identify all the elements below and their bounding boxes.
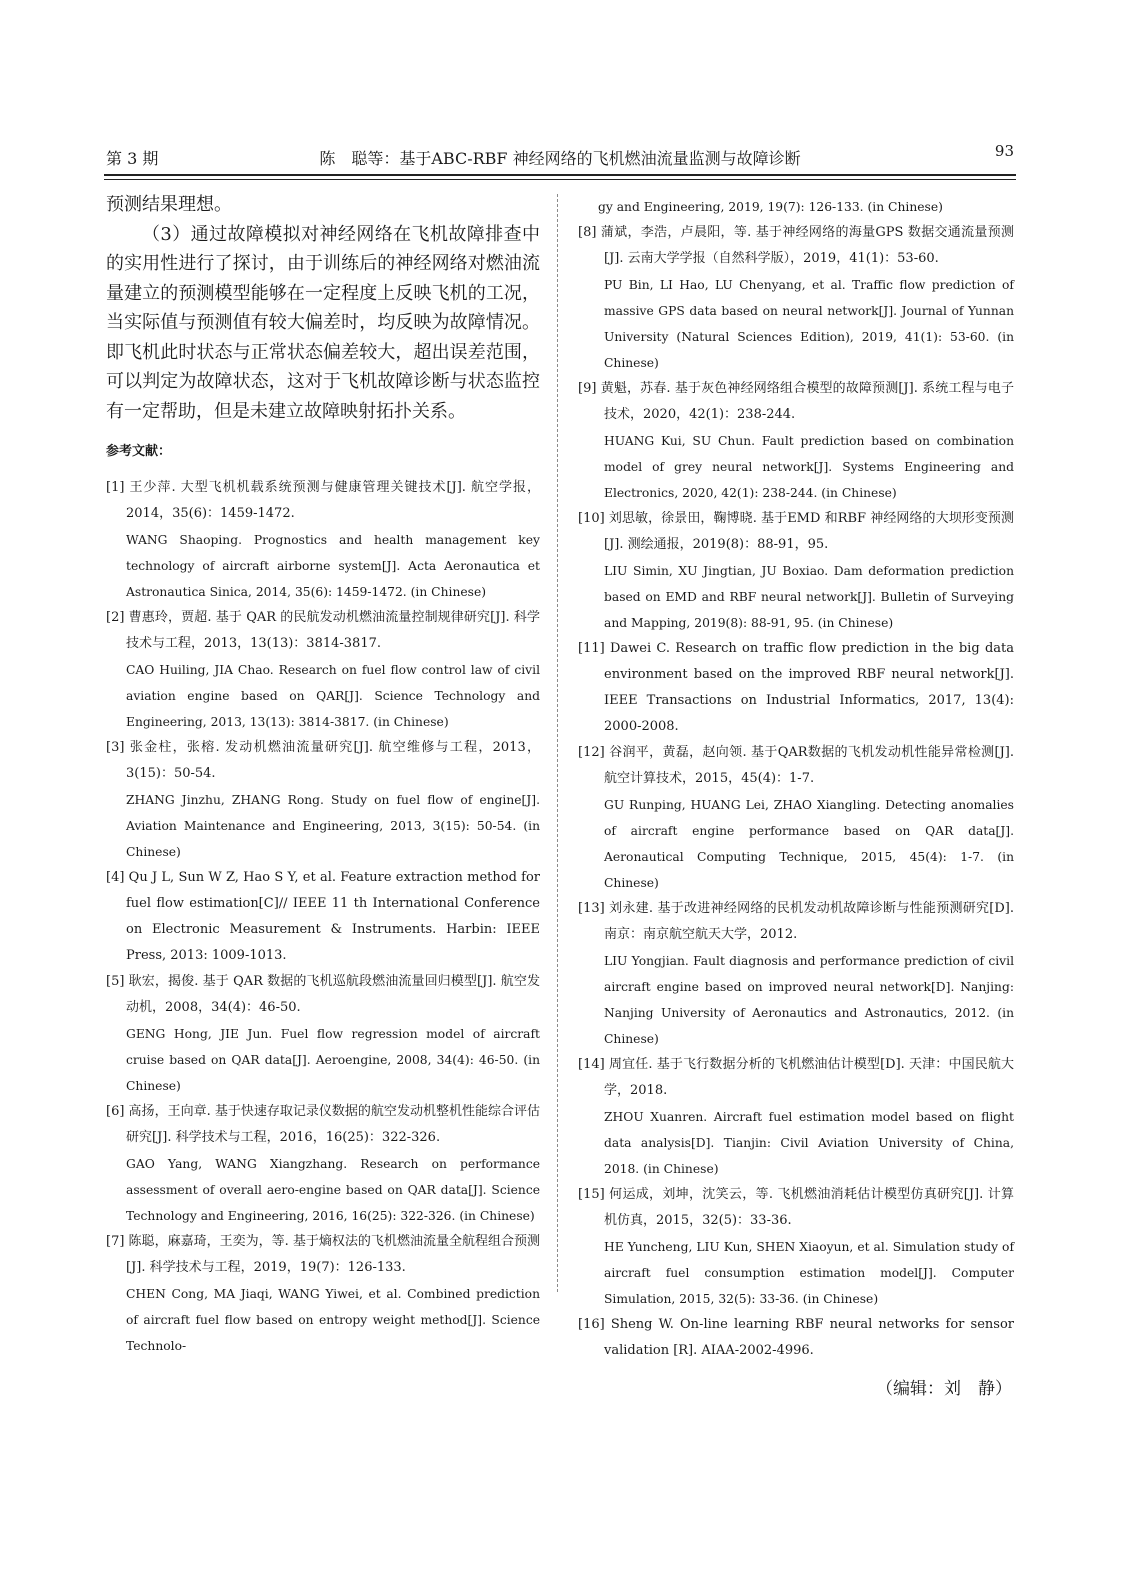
references-heading: 参考文献： <box>106 444 172 459</box>
reference-zh: [7] 陈聪，麻嘉琦，王奕为，等. 基于熵权法的飞机燃油流量全航程组合预测[J]. 科学技术与工程，2019，19(7)：126-133. <box>106 1234 540 1275</box>
issue-number: 第 3 期 <box>106 149 159 168</box>
reference-en: WANG Shaoping. Prognostics and health management key technology of aircraft airborne system[J]. Acta Aeronautica et Astronautica Sinica, 2014, 35(6): 1459-1472. (in Chinese) <box>126 533 540 599</box>
reference-en: GENG Hong, JIE Jun. Fuel flow regression model of aircraft cruise based on QAR data[J]. Aeroengine, 2008, 34(4): 46-50. (in Chinese) <box>126 1027 540 1093</box>
reference-zh: [9] 黄魁，苏春. 基于灰色神经网络组合模型的故障预测[J]. 系统工程与电子技术，2020，42(1)：238-244. <box>578 381 1014 422</box>
reference-en: HUANG Kui, SU Chun. Fault prediction based on combination model of grey neural network[J]. Systems Engineering and Electronics, 2020, 42(1): 238-244. (in Chinese) <box>604 434 1014 500</box>
reference-en-only: [16] Sheng W. On-line learning RBF neural networks for sensor validation [R]. AIAA-2002-4996. <box>578 1317 1014 1358</box>
reference-en: CAO Huiling, JIA Chao. Research on fuel flow control law of civil aviation engine based on QAR[J]. Science Technology and Engineering, 2013, 13(13): 3814-3817. (in Chinese) <box>126 663 540 729</box>
reference-4 <box>106 865 540 969</box>
header-rule <box>104 179 1016 180</box>
reference-zh: [12] 谷润平，黄磊，赵向领. 基于QAR数据的飞机发动机性能异常检测[J]. 航空计算技术，2015，45(4)：1-7. <box>578 745 1014 786</box>
reference-zh: [10] 刘思敏，徐景田，鞠博晓. 基于EMD 和RBF 神经网络的大坝形变预测[J]. 测绘通报，2019(8)：88-91，95. <box>578 511 1014 552</box>
reference-zh: [8] 蒲斌，李浩，卢晨阳，等. 基于神经网络的海量GPS 数据交通流量预测[J]. 云南大学学报（自然科学版），2019，41(1)：53-60. <box>578 225 1014 266</box>
reference-en: LIU Simin, XU Jingtian, JU Boxiao. Dam deformation prediction based on EMD and RBF neural network[J]. Bulletin of Surveying and Mapping, 2019(8): 88-91, 95. (in Chinese) <box>604 564 1014 630</box>
reference-en-only: [11] Dawei C. Research on traffic flow prediction in the big data environment based on the improved RBF neural network[J]. IEEE Transactions on Industrial Informatics, 2017, 13(4): 2000-2008. <box>578 641 1014 734</box>
page-number: 93 <box>994 142 1014 160</box>
reference-continuation: gy and Engineering, 2019, 19(7): 126-133. (in Chinese) <box>598 200 943 214</box>
reference-1 <box>106 475 540 605</box>
editor-credit: （编辑：刘 静） <box>876 1379 1012 1399</box>
reference-3 <box>106 735 540 865</box>
reference-13 <box>578 896 1014 1052</box>
reference-8 <box>578 220 1014 376</box>
conclusion-paragraph-end: 预测结果理想。 <box>106 194 232 215</box>
reference-11 <box>578 636 1014 740</box>
reference-en: HE Yuncheng, LIU Kun, SHEN Xiaoyun, et al. Simulation study of aircraft fuel consumption estimation model[J]. Computer Simulation, 2015, 32(5): 33-36. (in Chinese) <box>604 1240 1014 1306</box>
reference-en: LIU Yongjian. Fault diagnosis and performance prediction of civil aircraft engine based on improved neural network[D]. Nanjing: Nanjing University of Aeronautics and Astronautics, 2012. (in Chinese) <box>604 954 1014 1046</box>
reference-en: ZHOU Xuanren. Aircraft fuel estimation model based on flight data analysis[D]. Tianjin: Civil Aviation University of China, 2018. (in Chinese) <box>604 1110 1014 1176</box>
reference-16 <box>578 1312 1014 1364</box>
running-header <box>104 140 1016 176</box>
reference-zh: [15] 何运成，刘坤，沈笑云，等. 飞机燃油消耗估计模型仿真研究[J]. 计算机仿真，2015，32(5)：33-36. <box>578 1187 1014 1228</box>
reference-7-continuation <box>578 194 1014 220</box>
left-column <box>106 190 540 1359</box>
reference-5 <box>106 969 540 1099</box>
reference-zh: [1] 王少萍. 大型飞机机载系统预测与健康管理关键技术[J]. 航空学报，2014，35(6)：1459-1472. <box>106 480 540 521</box>
reference-2 <box>106 605 540 735</box>
running-title: 陈 聪等：基于ABC-RBF 神经网络的飞机燃油流量监测与故障诊断 <box>319 149 801 168</box>
reference-zh: [3] 张金柱，张榕. 发动机燃油流量研究[J]. 航空维修与工程，2013，3(15)：50-54. <box>106 740 540 781</box>
reference-en-only: [4] Qu J L, Sun W Z, Hao S Y, et al. Feature extraction method for fuel flow estimation[C]// IEEE 11 th International Conference on Electronic Measurement & Instruments. Harbin: IEEE Press, 2013: 1009-1013. <box>106 870 540 963</box>
reference-zh: [6] 高扬，王向章. 基于快速存取记录仪数据的航空发动机整机性能综合评估研究[J]. 科学技术与工程，2016，16(25)：322-326. <box>106 1104 540 1145</box>
reference-en: GAO Yang, WANG Xiangzhang. Research on performance assessment of overall aero-engine based on QAR data[J]. Science Technology and Engineering, 2016, 16(25): 322-326. (in Chinese) <box>126 1157 540 1223</box>
reference-zh: [2] 曹惠玲，贾超. 基于 QAR 的民航发动机燃油流量控制规律研究[J]. 科学技术与工程，2013，13(13)：3814-3817. <box>106 610 540 651</box>
conclusion-paragraph-3: （3）通过故障模拟对神经网络在飞机故障排查中的实用性进行了探讨，由于训练后的神经网络对燃油流量建立的预测模型能够在一定程度上反映飞机的工况，当实际值与预测值有较大偏差时，均反映为故障情况。即飞机此时状态与正常状态偏差较大，超出误差范围，可以判定为故障状态，这对于飞机故障诊断与状态监控有一定帮助，但是未建立故障映射拓扑关系。 <box>106 223 540 422</box>
reference-en: PU Bin, LI Hao, LU Chenyang, et al. Traffic flow prediction of massive GPS data based on neural network[J]. Journal of Yunnan University (Natural Sciences Edition), 2019, 41(1): 53-60. (in Chinese) <box>604 278 1014 370</box>
reference-zh: [13] 刘永建. 基于改进神经网络的民机发动机故障诊断与性能预测研究[D]. 南京：南京航空航天大学，2012. <box>578 901 1014 942</box>
reference-9 <box>578 376 1014 506</box>
reference-14 <box>578 1052 1014 1182</box>
column-divider <box>557 194 558 1292</box>
reference-10 <box>578 506 1014 636</box>
reference-12 <box>578 740 1014 896</box>
right-column <box>578 194 1014 1399</box>
reference-zh: [14] 周宜任. 基于飞行数据分析的飞机燃油估计模型[D]. 天津：中国民航大学，2018. <box>578 1057 1014 1098</box>
reference-en: CHEN Cong, MA Jiaqi, WANG Yiwei, et al. Combined prediction of aircraft fuel flow based on entropy weight method[J]. Science Technolo- <box>126 1287 540 1353</box>
reference-7 <box>106 1229 540 1359</box>
reference-15 <box>578 1182 1014 1312</box>
reference-zh: [5] 耿宏，揭俊. 基于 QAR 数据的飞机巡航段燃油流量回归模型[J]. 航空发动机，2008，34(4)：46-50. <box>106 974 540 1015</box>
reference-en: GU Runping, HUANG Lei, ZHAO Xiangling. Detecting anomalies of aircraft engine performance based on QAR data[J]. Aeronautical Computing Technique, 2015, 45(4): 1-7. (in Chinese) <box>604 798 1014 890</box>
reference-en: ZHANG Jinzhu, ZHANG Rong. Study on fuel flow of engine[J]. Aviation Maintenance and Engineering, 2013, 3(15): 50-54. (in Chinese) <box>126 793 540 859</box>
reference-6 <box>106 1099 540 1229</box>
